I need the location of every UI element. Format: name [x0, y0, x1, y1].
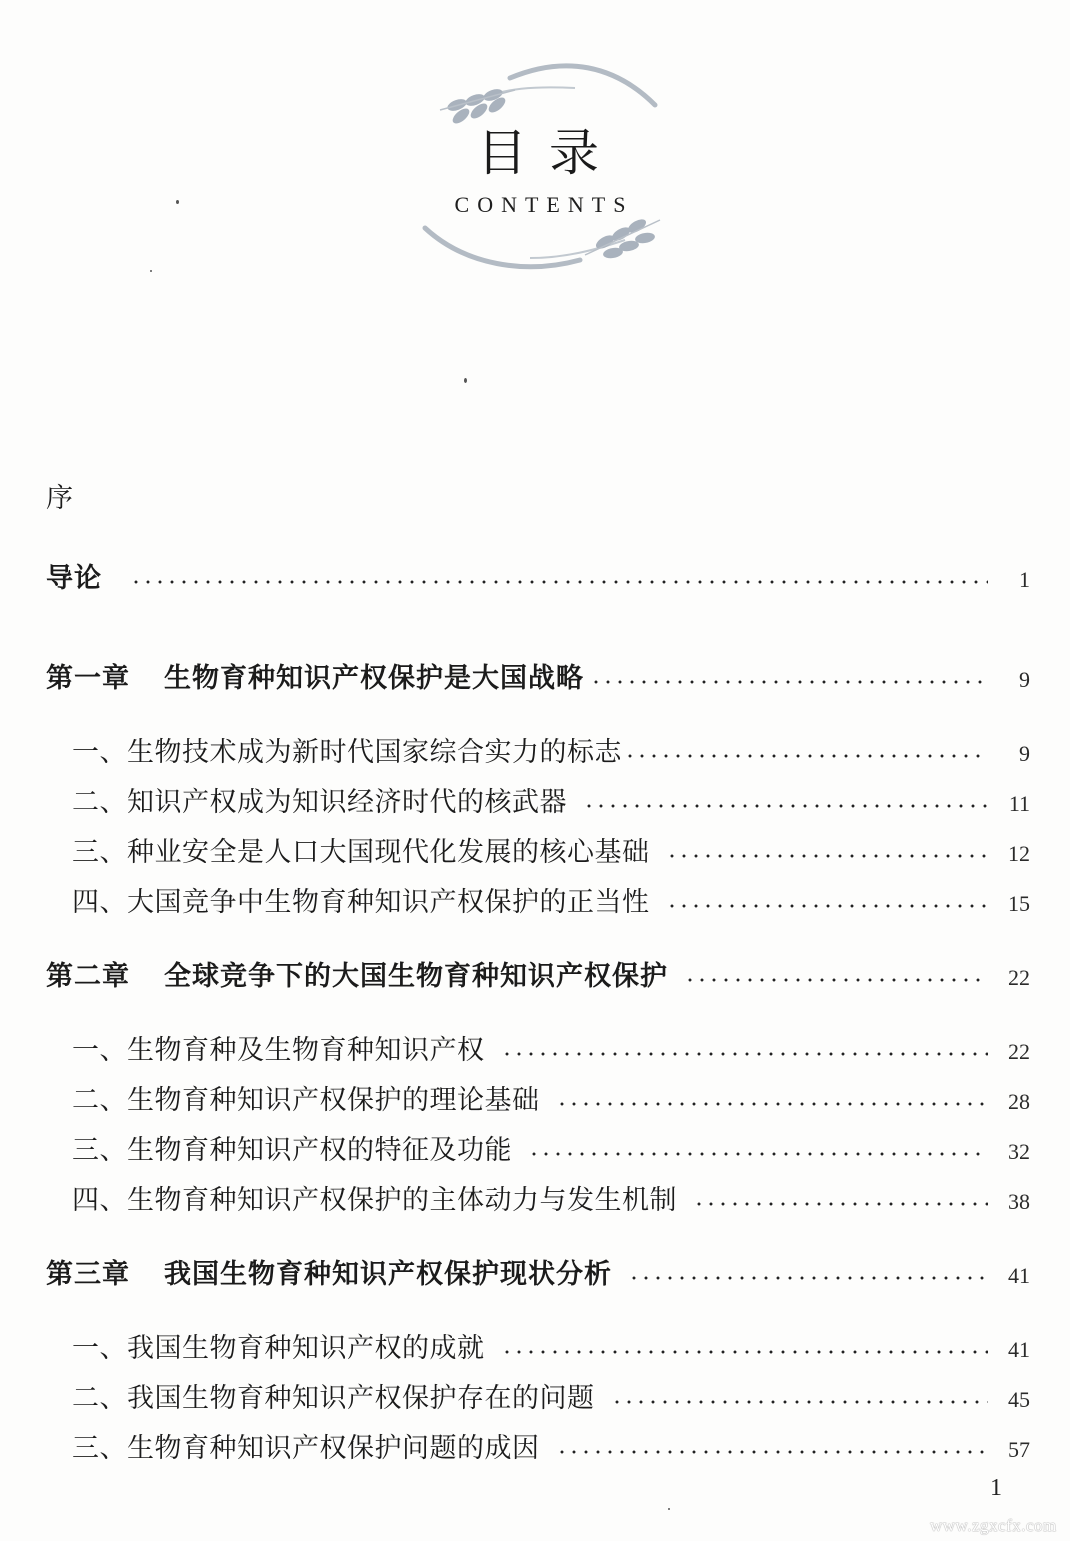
section-title: 二、我国生物育种知识产权保护存在的问题: [72, 1383, 595, 1414]
scan-speck: [464, 378, 467, 383]
dot-leader: [130, 580, 988, 584]
scan-speck: [176, 200, 179, 204]
toc-section[interactable]: [72, 1178, 1030, 1217]
page-number: 11: [1008, 791, 1030, 816]
page-number: 41: [1008, 1263, 1030, 1288]
page-number: 28: [1008, 1089, 1030, 1114]
page-number: 22: [1008, 965, 1030, 990]
page-number: 38: [1008, 1189, 1030, 1214]
toc-label: 导论: [46, 563, 102, 594]
dot-leader: [666, 904, 989, 908]
dot-leader: [611, 1400, 989, 1404]
page-subtitle: CONTENTS: [454, 192, 634, 217]
toc-section[interactable]: [72, 1078, 1030, 1117]
page-number: 9: [1019, 667, 1030, 692]
folio-page-number: 1: [990, 1475, 1002, 1501]
page-number: 1: [1019, 567, 1030, 592]
section-title: 一、我国生物育种知识产权的成就: [72, 1333, 485, 1364]
dot-leader: [501, 1350, 989, 1354]
chapter-title: 我国生物育种知识产权保护现状分析: [164, 1259, 612, 1290]
toc-section[interactable]: [72, 880, 1030, 919]
chapter-number: 第二章: [46, 961, 130, 992]
contents-header: [415, 50, 665, 290]
chapter-title: 生物育种知识产权保护是大国战略: [164, 663, 584, 694]
dot-leader: [590, 680, 988, 684]
toc-introduction[interactable]: [46, 556, 1030, 595]
scan-speck: [668, 1508, 670, 1510]
section-title: 一、生物技术成为新时代国家综合实力的标志: [72, 737, 622, 768]
dot-leader: [624, 754, 988, 758]
toc-chapter[interactable]: [46, 1252, 1030, 1291]
toc-chapter[interactable]: [46, 656, 1030, 695]
dot-leader: [556, 1102, 989, 1106]
page-title: 目录: [477, 124, 621, 182]
section-title: 四、大国竞争中生物育种知识产权保护的正当性: [72, 887, 650, 918]
section-title: 三、生物育种知识产权保护问题的成因: [72, 1433, 540, 1464]
dot-leader: [684, 978, 988, 982]
section-title: 二、生物育种知识产权保护的理论基础: [72, 1085, 540, 1116]
section-title: 三、生物育种知识产权的特征及功能: [72, 1135, 512, 1166]
toc-label: 序: [46, 483, 74, 514]
section-title: 四、生物育种知识产权保护的主体动力与发生机制: [72, 1185, 677, 1216]
page-number: 12: [1008, 841, 1030, 866]
watermark: www.zgxcfx.com: [930, 1516, 1057, 1535]
toc-section[interactable]: [72, 1028, 1030, 1067]
chapter-number: 第三章: [46, 1259, 130, 1290]
page-number: 41: [1008, 1337, 1030, 1362]
page-number: 15: [1008, 891, 1030, 916]
toc-chapter[interactable]: [46, 954, 1030, 993]
page-number: 45: [1008, 1387, 1030, 1412]
scan-speck: [150, 270, 152, 272]
section-title: 二、知识产权成为知识经济时代的核武器: [72, 787, 567, 818]
dot-leader: [556, 1450, 989, 1454]
page-number: 57: [1008, 1437, 1030, 1462]
toc-section[interactable]: [72, 730, 1030, 769]
chapter-number: 第一章: [46, 663, 130, 694]
dot-leader: [528, 1152, 988, 1156]
section-title: 一、生物育种及生物育种知识产权: [72, 1035, 485, 1066]
dot-leader: [583, 804, 988, 808]
toc-preface[interactable]: [46, 476, 1070, 515]
dot-leader: [693, 1202, 988, 1206]
toc-section[interactable]: [72, 1376, 1030, 1415]
dot-leader: [628, 1276, 988, 1280]
toc-section[interactable]: [72, 1426, 1030, 1465]
section-title: 三、种业安全是人口大国现代化发展的核心基础: [72, 837, 650, 868]
page-number: 9: [1019, 741, 1030, 766]
toc-section[interactable]: [72, 1128, 1030, 1167]
dot-leader: [666, 854, 989, 858]
toc-section[interactable]: [72, 780, 1030, 819]
toc-section[interactable]: [72, 830, 1030, 869]
page-number: 22: [1008, 1039, 1030, 1064]
page-number: 32: [1008, 1139, 1030, 1164]
chapter-title: 全球竞争下的大国生物育种知识产权保护: [164, 961, 668, 992]
dot-leader: [501, 1052, 989, 1056]
toc-section[interactable]: [72, 1326, 1030, 1365]
